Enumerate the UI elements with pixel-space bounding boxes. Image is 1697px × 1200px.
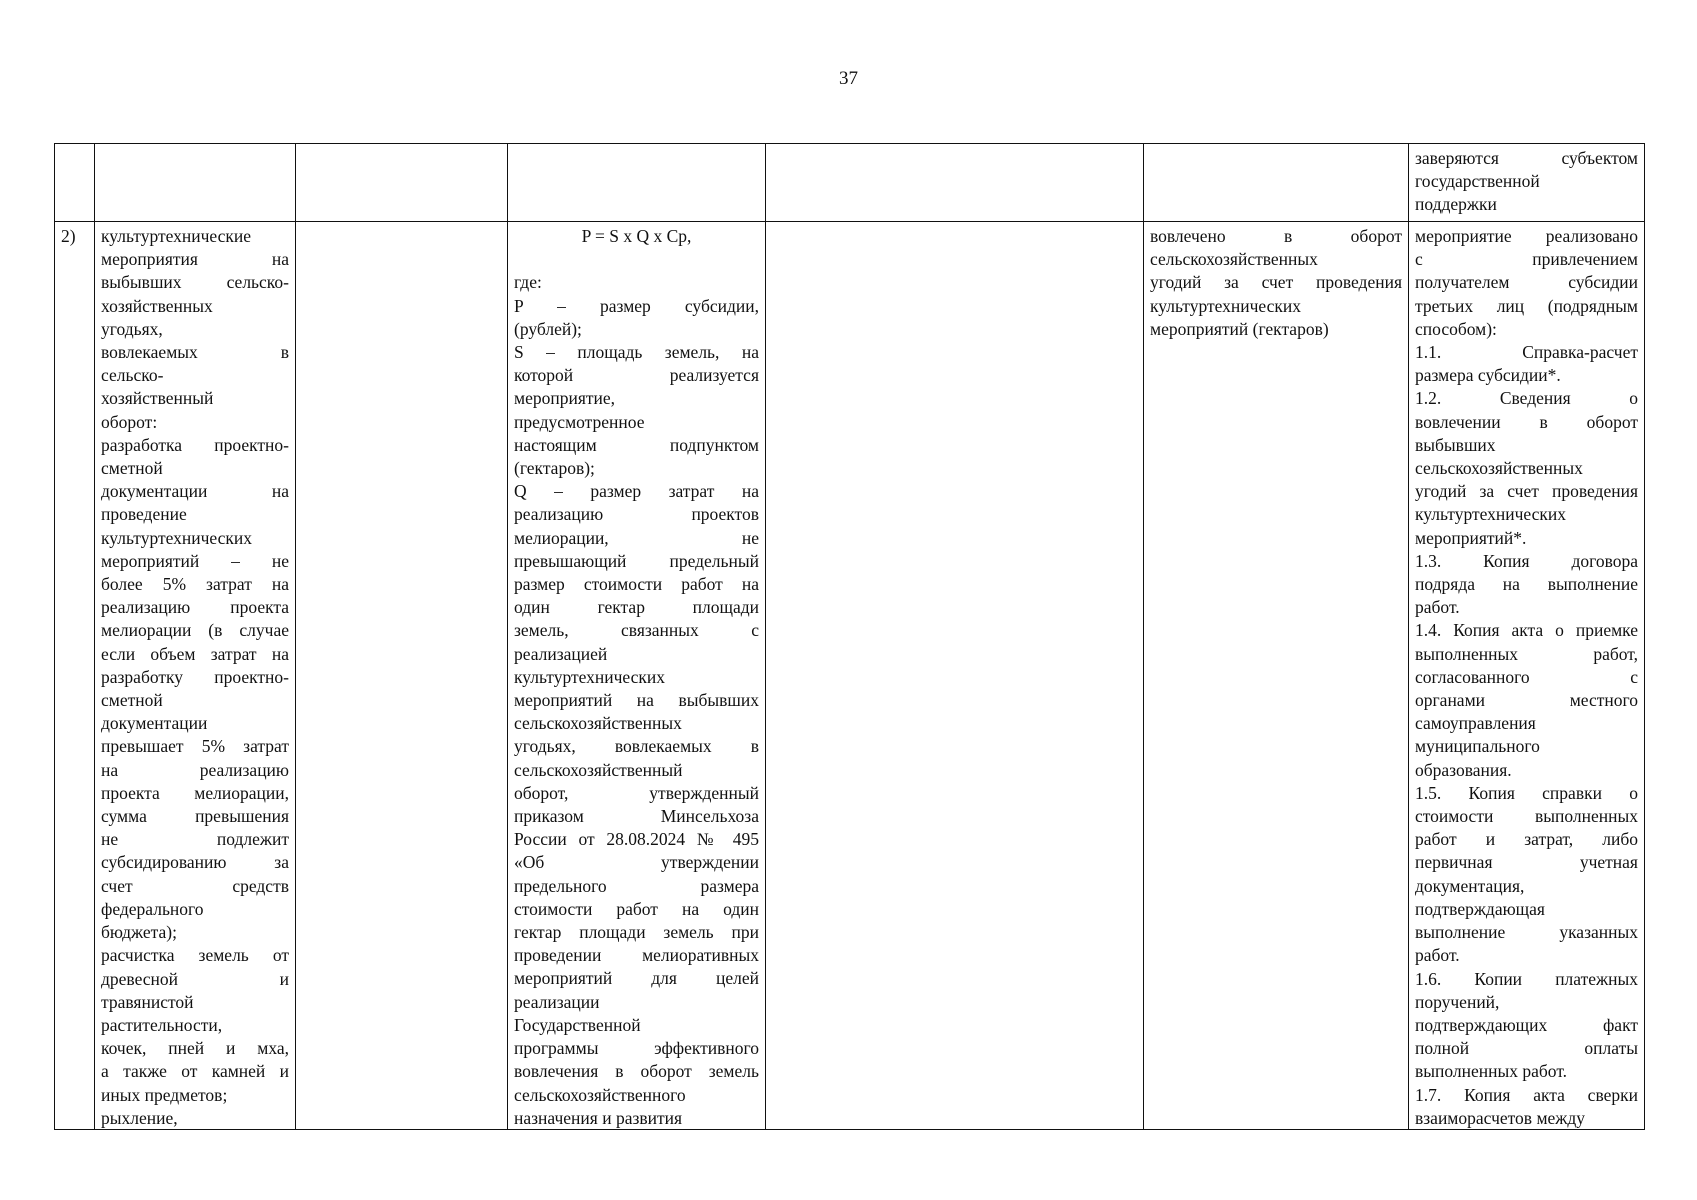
text-line: хозяйственный (101, 388, 214, 409)
text-line: 1.2. Сведения о (1415, 388, 1638, 409)
text-line: оборот, утвержденный (514, 782, 759, 803)
text-line: первичная учетная (1415, 852, 1638, 873)
text-line: мероприятие, (514, 388, 616, 409)
text-line: (рублей); (514, 318, 582, 339)
text-line: сельскохозяйственный (514, 759, 683, 780)
text-line: образования. (1415, 759, 1512, 780)
table-row (55, 222, 1645, 1130)
text-line: получателем субсидии (1415, 272, 1638, 293)
cell-number (55, 222, 95, 1130)
text-line: угодьях, (101, 318, 163, 339)
text-line: вовлечения в оборот земель (514, 1061, 759, 1082)
text-line: культуртехнических (101, 527, 253, 548)
text-line: выполненных работ, (1415, 643, 1638, 664)
text-line: 1.4. Копия акта о приемке (1415, 620, 1638, 641)
text-line: выбывших сельско- (101, 272, 289, 293)
text-line: «Об утверждении (514, 852, 759, 873)
text-line: иных предметов; (101, 1084, 228, 1105)
cell-text (101, 225, 289, 1129)
text-line: сметной (101, 458, 163, 479)
cell-formula (508, 144, 766, 222)
text-line: разработку проектно- (101, 666, 289, 687)
text-line: (гектаров); (514, 458, 595, 479)
text-line: земель, связанных с (514, 620, 759, 641)
text-line: 1.5. Копия справки о (1415, 782, 1638, 803)
text-line: сельскохозяйственных (1150, 249, 1318, 270)
text-line: мероприятий – не (101, 550, 289, 571)
text-line: сельскохозяйственных (1415, 458, 1583, 479)
text-line: подряда на выполнение (1415, 574, 1638, 595)
text-line: вовлечено в оборот (1150, 226, 1402, 246)
table-row (55, 144, 1645, 222)
text-line: культуртехнических (1150, 295, 1302, 316)
text-line: сельско- (101, 365, 164, 386)
text-line: сметной (101, 690, 163, 711)
cell-documents (1409, 222, 1645, 1130)
cell-documents (1409, 144, 1645, 222)
text-line: 1.3. Копия договора (1415, 550, 1638, 571)
text-line: угодьях, вовлекаемых в (514, 736, 759, 757)
text-line: где: (514, 272, 542, 293)
text-line: самоуправления (1415, 713, 1536, 734)
text-line: государственной (1415, 171, 1540, 192)
cell-formula (508, 222, 766, 1130)
text-line: заверяются субъектом (1415, 148, 1638, 168)
text-line: превышающий предельный (514, 550, 759, 571)
text-line: P – размер субсидии, (514, 295, 759, 316)
cell-text (1415, 225, 1638, 1129)
text-line: вовлекаемых в (101, 342, 289, 363)
cell-number (55, 144, 95, 222)
text-line: мероприятие реализовано (1415, 226, 1638, 246)
text-line: муниципального (1415, 736, 1540, 757)
cell-result (1144, 144, 1409, 222)
text-line: травянистой (101, 991, 194, 1012)
text-line: Государственной (514, 1014, 641, 1035)
cell-blank-3 (296, 144, 508, 222)
cell-result (1144, 222, 1409, 1130)
text-line: размера субсидии*. (1415, 365, 1561, 386)
text-line: третьих лиц (подрядным (1415, 295, 1638, 316)
text-line: органами местного (1415, 690, 1638, 711)
text-line: документации (101, 713, 208, 734)
text-line: предусмотренное (514, 411, 645, 432)
text-line: вовлечении в оборот (1415, 411, 1638, 432)
text-line: 1.7. Копия акта сверки (1415, 1084, 1638, 1105)
text-line: S – площадь земель, на (514, 342, 759, 362)
text-line: реализации (514, 991, 600, 1012)
text-line: подтверждающая (1415, 898, 1545, 919)
text-line: документации на (101, 481, 289, 502)
text-line: приказом Минсельхоза (514, 806, 759, 827)
text-line: полной оплаты (1415, 1038, 1638, 1059)
text-line: работ. (1415, 945, 1460, 966)
text-line: мелиорации (в случае (101, 620, 289, 641)
text-line: настоящим подпунктом (514, 434, 759, 455)
text-line: проекта мелиорации, (101, 782, 289, 803)
text-line: бюджета); (101, 922, 177, 943)
text-line: а также от камней и (101, 1061, 289, 1082)
text-line: выполненных работ. (1415, 1061, 1568, 1082)
text-line: выбывших (1415, 434, 1496, 455)
text-line: мероприятия на (101, 249, 289, 270)
text-line: программы эффективного (514, 1038, 759, 1059)
text-line: с привлечением (1415, 249, 1638, 270)
text-line: документация, (1415, 875, 1525, 896)
cell-blank-5 (766, 144, 1144, 222)
text-line: проведение (101, 504, 187, 525)
text-line: способом): (1415, 318, 1497, 339)
document-table (54, 143, 1645, 1130)
text-line: культуртехнические (101, 226, 252, 246)
text-line: угодий за счет проведения (1150, 272, 1402, 293)
text-line: проведении мелиоративных (514, 945, 759, 966)
text-line: которой реализуется (514, 365, 759, 386)
text-line: стоимости работ на один (514, 898, 759, 919)
text-line: 1.6. Копии платежных (1415, 968, 1638, 989)
text-line: расчистка земель от (101, 945, 289, 966)
text-line: поддержки (1415, 194, 1497, 215)
cell-text (514, 271, 759, 1129)
text-line: если объем затрат на (101, 643, 289, 664)
text-line: России от 28.08.2024 № 495 (514, 829, 759, 850)
page-number: 37 (839, 68, 858, 89)
text-line: гектар площади земель при (514, 922, 759, 943)
text-line: более 5% затрат на (101, 574, 289, 595)
text-line: реализацию проектов (514, 504, 759, 525)
text-line: выполнение указанных (1415, 922, 1638, 943)
text-line: мероприятий*. (1415, 527, 1527, 548)
text-line: один гектар площади (514, 597, 759, 618)
text-line: рыхление, (101, 1107, 178, 1128)
text-line: предельного размера (514, 875, 759, 896)
cell-blank-3 (296, 222, 508, 1130)
cell-text (1150, 225, 1402, 341)
text-line: не подлежит (101, 829, 289, 850)
text-line: мероприятий (гектаров) (1150, 318, 1329, 339)
text-line: счет средств (101, 875, 289, 896)
text-line: хозяйственных (101, 295, 213, 316)
text-line: взаиморасчетов между (1415, 1107, 1586, 1128)
text-line: размер стоимости работ на (514, 574, 759, 595)
text-line: работ и затрат, либо (1415, 829, 1638, 850)
text-line: кочек, пней и мха, (101, 1038, 289, 1059)
text-line: мероприятий на выбывших (514, 690, 759, 711)
text-line: реализацией (514, 643, 608, 664)
text-line: Q – размер затрат на (514, 481, 759, 502)
formula-block (514, 225, 759, 1129)
text-line: на реализацию (101, 759, 289, 780)
text-line: 1.1. Справка-расчет (1415, 342, 1638, 363)
cell-activity (95, 144, 296, 222)
text-line: оборот: (101, 411, 158, 432)
text-line: разработка проектно- (101, 434, 289, 455)
text-line: сельскохозяйственного (514, 1084, 686, 1105)
text-line: культуртехнических (514, 666, 666, 687)
row-number: 2) (61, 226, 76, 246)
formula: P = S x Q x Cp, (581, 226, 692, 246)
text-line: субсидированию за (101, 852, 289, 873)
text-line: мероприятий для целей (514, 968, 759, 989)
text-line: подтверждающих факт (1415, 1014, 1638, 1035)
text-line: согласованного с (1415, 666, 1638, 687)
text-line: сумма превышения (101, 806, 289, 827)
text-line: реализацию проекта (101, 597, 289, 618)
text-line: поручений, (1415, 991, 1500, 1012)
cell-text (1415, 147, 1638, 217)
text-line: мелиорации, не (514, 527, 759, 548)
text-line: сельскохозяйственных (514, 713, 682, 734)
text-line: стоимости выполненных (1415, 806, 1638, 827)
text-line: федерального (101, 898, 204, 919)
text-line: угодий за счет проведения (1415, 481, 1638, 502)
cell-blank-5 (766, 222, 1144, 1130)
text-line: превышает 5% затрат (101, 736, 289, 757)
text-line: культуртехнических (1415, 504, 1567, 525)
text-line: назначения и развития (514, 1107, 683, 1128)
cell-activity (95, 222, 296, 1130)
text-line: растительности, (101, 1014, 223, 1035)
text-line: древесной и (101, 968, 289, 989)
text-line: работ. (1415, 597, 1460, 618)
